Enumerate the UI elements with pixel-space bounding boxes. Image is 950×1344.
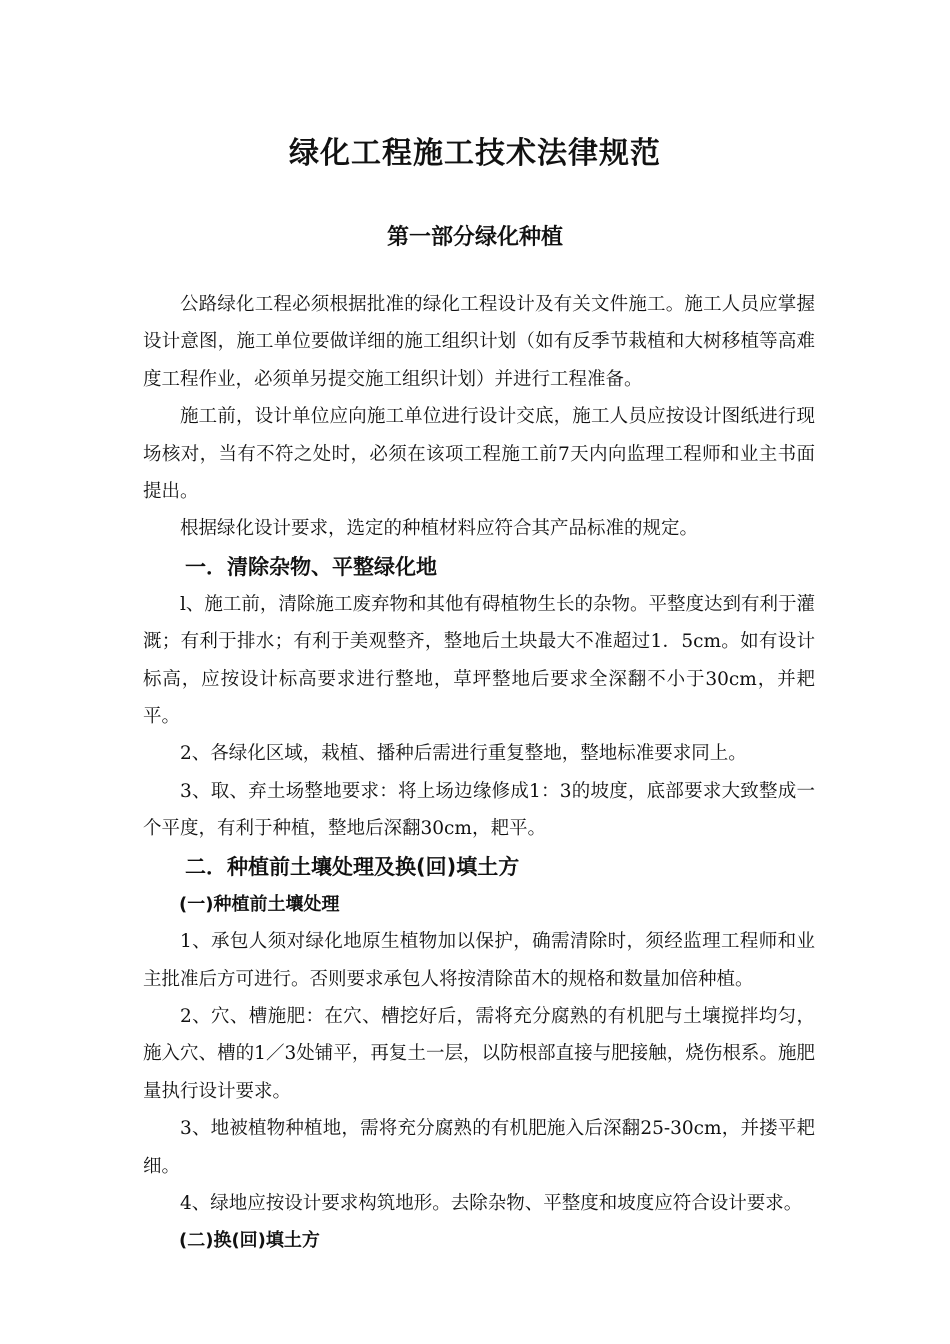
paragraph: 2、各绿化区域，栽植、播种后需进行重复整地，整地标准要求同上。 [180, 743, 747, 765]
heading-level-2: (二)换(回)填土方 [179, 1230, 320, 1252]
paragraph: l、施工前，清除施工废弃物和其他有碍植物生长的杂物。平整度达到有利于灌溉；有利于排水；有利于美观整齐，整地后土块最大不准超过1．5cm。如有设计标高，应按设计标高要求进行整地，草坪整地后要求全深翻不小于30cm，并耙平。 [143, 593, 815, 728]
paragraph: 3、地被植物种植地，需将充分腐熟的有机肥施入后深翻25-30cm，并搂平耙细。 [143, 1118, 815, 1177]
paragraph: 2、穴、槽施肥：在穴、槽挖好后，需将充分腐熟的有机肥与土壤搅拌均匀，施入穴、槽的1／3处铺平，再复土一层，以防根部直接与肥接触，烧伤根系。施肥量执行设计要求。 [143, 1005, 815, 1102]
paragraph: 1、承包人须对绿化地原生植物加以保护，确需清除时，须经监理工程师和业主批准后方可进行。否则要求承包人将按清除苗木的规格和数量加倍种植。 [143, 931, 815, 990]
paragraph: 3、取、弃土场整地要求：将上场边缘修成1：3的坡度，底部要求大致整成一个平度，有利于种植，整地后深翻30cm，耙平。 [143, 780, 815, 840]
paragraph: 4、绿地应按设计要求构筑地形。去除杂物、平整度和坡度应符合设计要求。 [180, 1192, 803, 1214]
section-title: 第一部分绿化种植 [386, 225, 563, 250]
paragraph: 施工前，设计单位应向施工单位进行设计交底，施工人员应按设计图纸进行现场核对，当有不符之处时，必须在该项工程施工前7天内向监理工程师和业主书面提出。 [143, 406, 815, 503]
heading-level-1: 一．清除杂物、平整绿化地 [185, 554, 437, 579]
heading-level-2: (一)种植前土壤处理 [179, 893, 340, 915]
heading-level-1: 二．种植前土壤处理及换(回)填土方 [185, 854, 520, 879]
document-title: 绿化工程施工技术法律规范 [289, 136, 661, 171]
paragraph: 公路绿化工程必须根据批准的绿化工程设计及有关文件施工。施工人员应掌握设计意图，施工单位要做详细的施工组织计划（如有反季节栽植和大树移植等高难度工程作业，必须单另提交施工组织计划）并进行工程准备。 [143, 294, 815, 390]
document-body [143, 286, 815, 1260]
paragraph: 根据绿化设计要求，选定的种植材料应符合其产品标准的规定。 [180, 518, 699, 540]
